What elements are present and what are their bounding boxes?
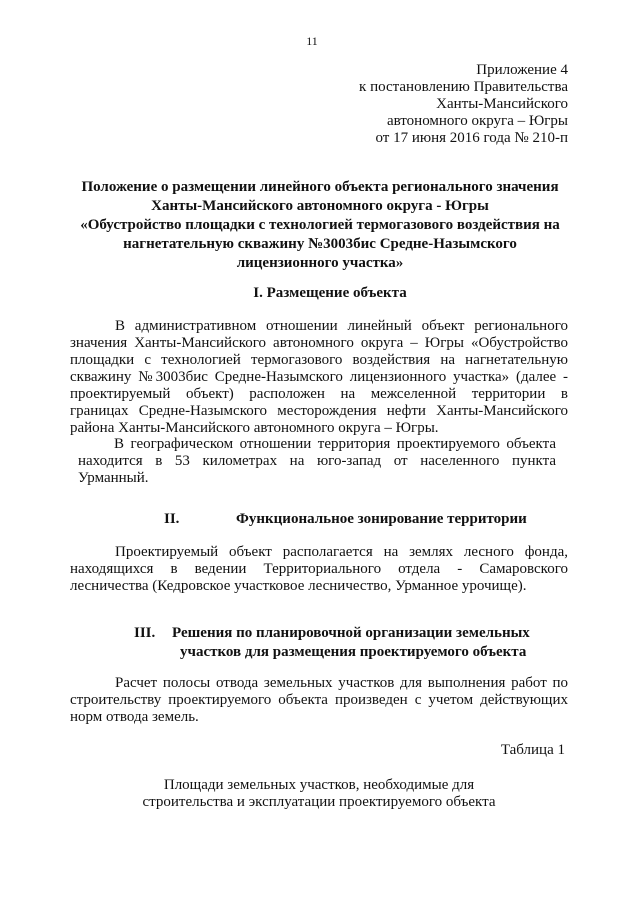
paragraph-line: находящихся в ведении Территориального отдела - Самаровского <box>70 561 568 577</box>
paragraph-line: В административном отношении линейный объект регионального <box>115 318 568 334</box>
paragraph-line: скважину №3003бис Средне-Назымского лицензионного участка» (далее - <box>70 369 568 385</box>
page-number: 11 <box>306 34 318 48</box>
paragraph-line: В географическом отношении территория проектируемого объекта <box>114 436 556 452</box>
title-line: Положение о размещении линейного объекта регионального значения <box>81 179 559 195</box>
caption-line: Площади земельных участков, необходимые для <box>163 777 475 793</box>
appendix-block <box>359 62 568 147</box>
paragraph-line: площадки с технологией термогазового воздействия на нагнетательную <box>70 352 568 368</box>
appendix-line: автономного округа – Югры <box>386 113 568 129</box>
paragraph-line: Урманный. <box>78 470 149 486</box>
paragraph-line: находится в 53 километрах на юго-запад от населенного пункта <box>78 453 556 469</box>
heading-line: участков для размещения проектируемого объекта <box>180 644 527 660</box>
appendix-line: к постановлению Правительства <box>359 79 568 95</box>
section-1-heading: I. Размещение объекта <box>253 285 407 301</box>
document-title <box>60 178 580 273</box>
table-caption <box>70 777 568 811</box>
paragraph-line: Расчет полосы отвода земельных участков для выполнения работ по <box>115 675 568 691</box>
paragraph-line: района Ханты-Мансийского автономного округа – Югры. <box>70 420 439 436</box>
section-2-paragraph <box>70 544 568 595</box>
title-line: нагнетательную скважину №3003бис Средне-Назымского <box>123 236 517 252</box>
section-3-numeral: III. <box>134 625 156 641</box>
appendix-line: от 17 июня 2016 года № 210-п <box>375 130 568 146</box>
title-line: лицензионного участка» <box>236 255 404 271</box>
paragraph-line: Проектируемый объект располагается на землях лесного фонда, <box>115 544 568 560</box>
paragraph-line: строительству проектируемого объекта произведен с учетом действующих <box>70 692 568 708</box>
paragraph-line: значения Ханты-Мансийского автономного округа – Югры «Обустройство <box>70 335 568 351</box>
section-2-numeral: II. <box>164 511 180 527</box>
section-3-paragraph <box>70 675 568 726</box>
title-line: Ханты-Мансийского автономного округа - Югры <box>151 198 489 214</box>
title-line: «Обустройство площадки с технологией термогазового воздействия на <box>80 217 560 233</box>
section-1-paragraph-1 <box>70 318 568 437</box>
paragraph-line: границах Средне-Назымского месторождения нефти Ханты-Мансийского <box>70 403 568 419</box>
section-3-heading <box>172 624 530 662</box>
section-2-heading: Функциональное зонирование территории <box>236 511 527 527</box>
paragraph-line: норм отвода земель. <box>70 709 199 725</box>
heading-line: Решения по планировочной организации земельных <box>172 625 530 641</box>
section-1-paragraph-2 <box>78 436 556 487</box>
caption-line: строительства и эксплуатации проектируемого объекта <box>142 794 496 810</box>
appendix-line: Ханты-Мансийского <box>436 96 568 112</box>
table-label: Таблица 1 <box>500 742 565 758</box>
appendix-line: Приложение 4 <box>476 62 568 78</box>
paragraph-line: лесничества (Кедровское участковое лесничество, Урманное урочище). <box>70 578 527 594</box>
paragraph-line: проектируемый объект) расположен на межселенной территории в <box>70 386 568 402</box>
